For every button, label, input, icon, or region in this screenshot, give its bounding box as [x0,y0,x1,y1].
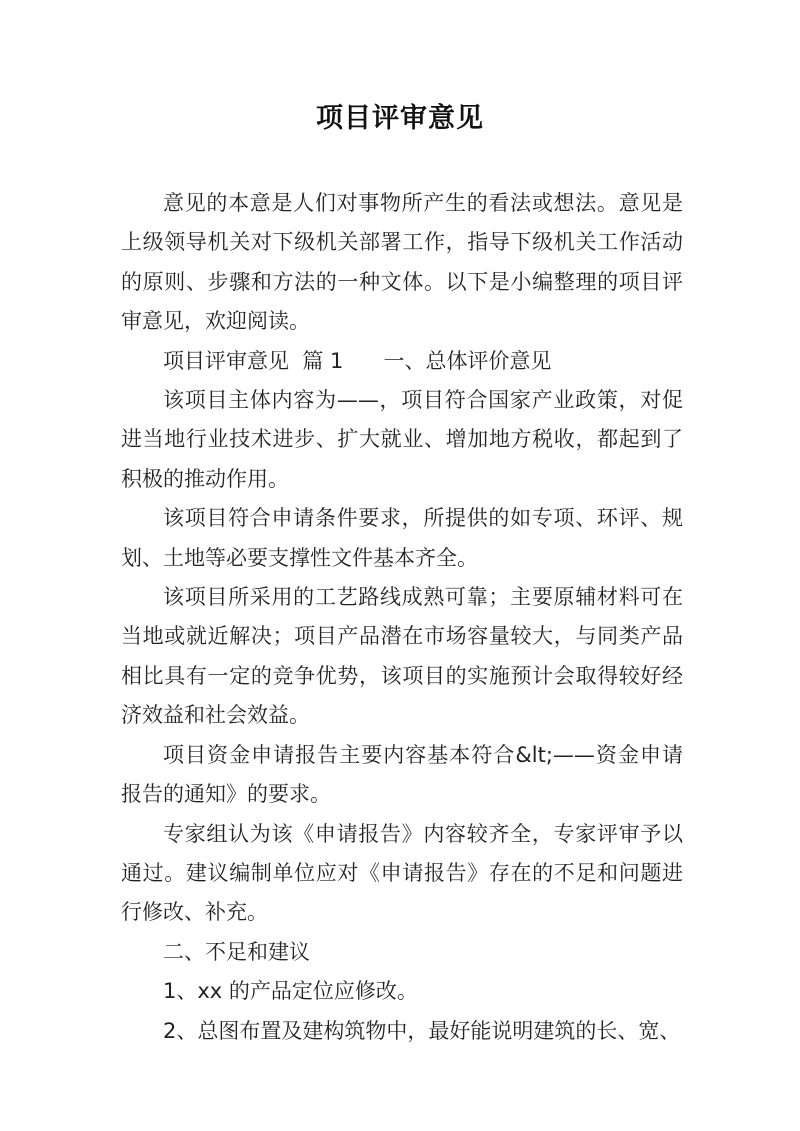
list-item-1: 1、xx 的产品定位应修改。 [163,979,418,1004]
section-heading-shortcomings: 二、不足和建议 [163,939,310,964]
paragraph-fund-report: 项目资金申请报告主要内容基本符合&lt;——资金申请报告的通知》的要求。 [121,742,683,807]
section-heading-overall-evaluation: 项目评审意见 篇 1 一、总体评价意见 [163,348,552,373]
paragraph-process-route: 该项目所采用的工艺路线成熟可靠；主要原辅材料可在当地或就近解决；项目产品潜在市场容量较大，与同类产品相比具有一定的竞争优势，该项目的实施预计会取得较好经济效益和社会效益。 [121,585,683,728]
paragraph-conditions: 该项目符合申请条件要求，所提供的如专项、环评、规划、土地等必要支撑性文件基本齐全。 [121,506,683,570]
list-item-2: 2、总图布置及建构筑物中，最好能说明建筑的长、宽、 [163,1018,681,1043]
paragraph-intro: 意见的本意是人们对事物所产生的看法或想法。意见是上级领导机关对下级机关部署工作，指导下级机关工作活动的原则、步骤和方法的一种文体。以下是小编整理的项目评审意见，欢迎阅读。 [121,191,683,334]
document-body [121,184,683,1051]
document-title: 项目评审意见 [316,103,484,134]
paragraph-main-content: 该项目主体内容为——，项目符合国家产业政策，对促进当地行业技术进步、扩大就业、增加地方税收，都起到了积极的推动作用。 [121,388,683,491]
paragraph-expert-opinion: 专家组认为该《申请报告》内容较齐全，专家评审予以通过。建议编制单位应对《申请报告》存在的不足和问题进行修改、补充。 [121,821,683,925]
